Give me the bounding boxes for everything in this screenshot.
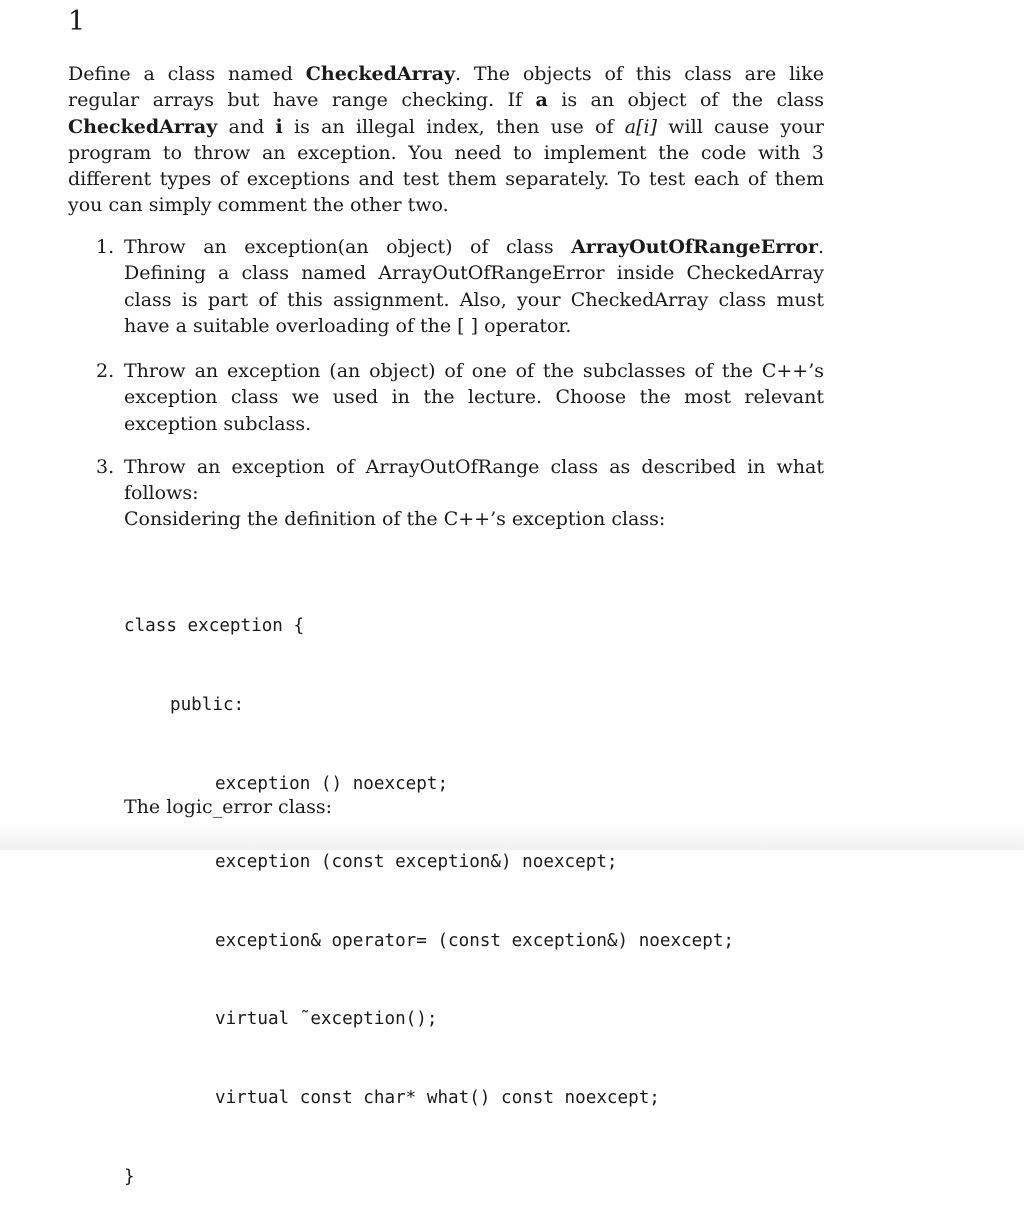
code-line: exception (const exception&) noexcept; (215, 852, 618, 873)
list-item-number: 3. (96, 456, 115, 478)
item1-class-name: ArrayOutOfRangeError (571, 236, 818, 258)
intro-text-5: is an illegal index, then use of (282, 115, 625, 138)
intro-class-name-2: CheckedArray (68, 115, 218, 138)
list-item-subtext: Considering the definition of the C++’s exception class: (124, 508, 666, 530)
intro-var-a: a (535, 89, 548, 112)
code-block (124, 561, 734, 1216)
intro-class-name: CheckedArray (305, 63, 456, 85)
list-item-text: Throw an exception of ArrayOutOfRange class as described in what follows: (124, 456, 824, 505)
intro-paragraph (68, 61, 824, 219)
list-item-text: Throw an exception (an object) of one of the subclasses of the C++’s exception class we used in the lecture. Choose the most relevant exception subclass. (124, 360, 824, 435)
item1-text-2: . Defining a class named ArrayOutOfRangeError inside CheckedArray class is part of this assignment. Also, your CheckedArray class must have a suitable overloading of the [ ] operator. (124, 236, 824, 337)
intro-expression: a[i] (624, 115, 658, 138)
code-line: } (124, 1166, 135, 1187)
code-line: exception& operator= (const exception&) noexcept; (215, 930, 735, 951)
intro-text-2: . The objects of this class are like regular arrays but have range checking. If (68, 63, 825, 112)
list-item-text (124, 234, 824, 339)
intro-var-i: i (275, 115, 283, 138)
page-bottom-edge (0, 822, 1024, 850)
code-line: exception () noexcept; (215, 773, 449, 794)
code-line: class exception { (124, 616, 305, 637)
list-item-number: 2. (96, 360, 115, 382)
logic-error-caption: The logic_error class: (124, 796, 333, 818)
intro-text-4: and (217, 115, 276, 138)
intro-text-1: Define a class named (68, 63, 306, 85)
code-line: virtual ˜exception(); (215, 1009, 438, 1030)
page-number: 1 (68, 6, 86, 37)
intro-text-3: is an object of the class (547, 89, 824, 112)
code-line: public: (170, 695, 245, 715)
list-item-number: 1. (96, 236, 115, 258)
item1-text-1: Throw an exception(an object) of class (124, 236, 572, 258)
code-line: virtual const char* what() const noexcept; (215, 1087, 660, 1108)
intro-text-6: will cause your program to throw an exception. You need to implement the code with 3 different types of exceptions and test them separately. To test each of them you can simply comment the other two. (68, 115, 825, 217)
